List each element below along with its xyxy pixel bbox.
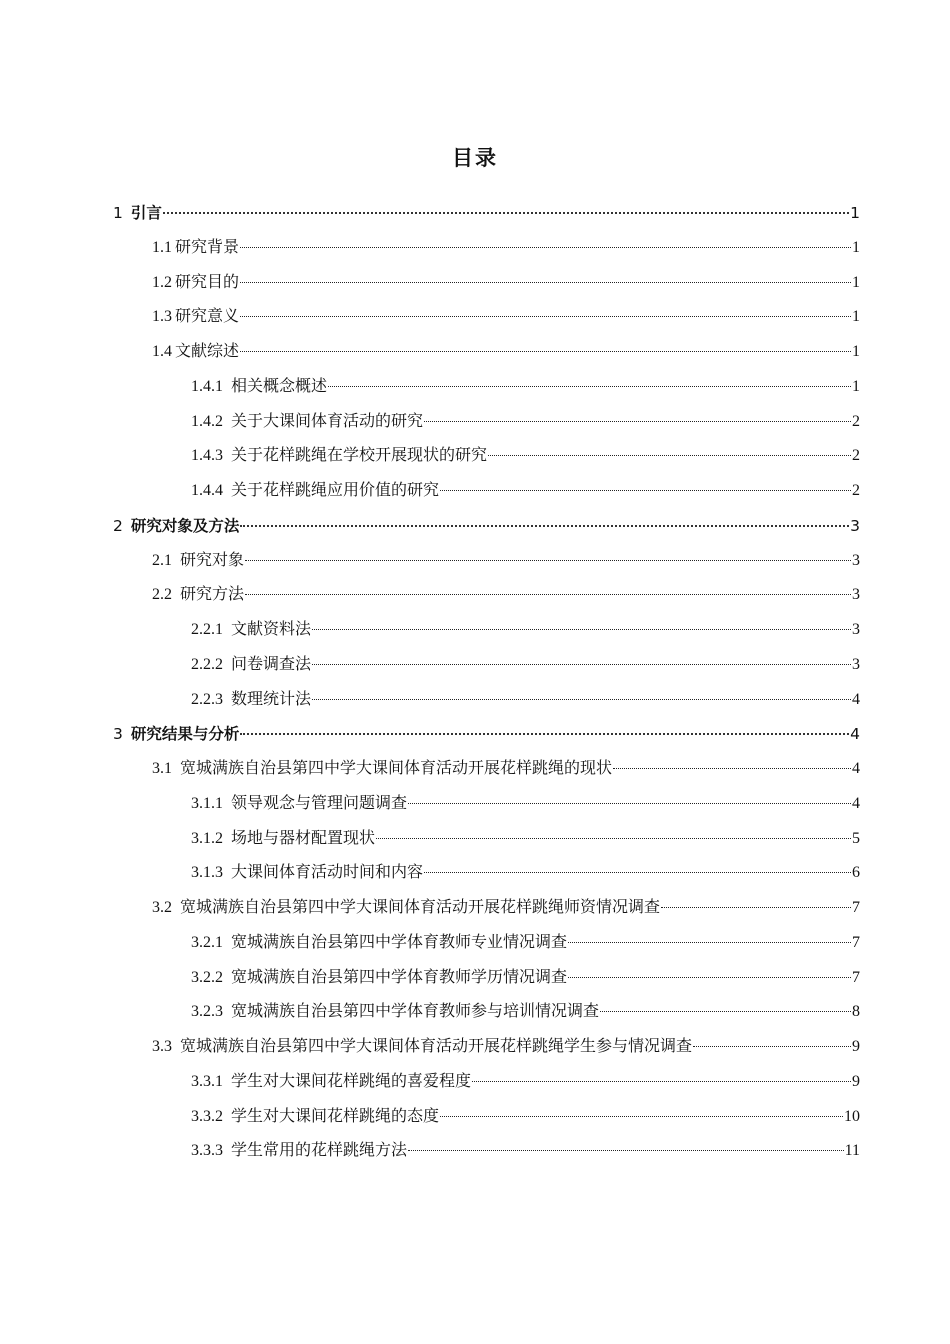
toc-entry-label: 宽城满族自治县第四中学体育教师学历情况调查 xyxy=(231,968,568,986)
toc-dot-leader xyxy=(240,351,851,352)
toc-entry-page-number: 3 xyxy=(852,586,860,604)
toc-entry-label: 研究结果与分析 xyxy=(130,725,240,744)
toc-dot-leader xyxy=(312,664,851,665)
toc-dot-leader xyxy=(440,1116,843,1117)
toc-entry-page-number: 1 xyxy=(850,204,860,222)
toc-entry-page-number: 6 xyxy=(852,864,860,882)
toc-entry[interactable] xyxy=(191,926,860,960)
toc-entry-page-number: 2 xyxy=(852,447,860,465)
toc-dot-leader xyxy=(245,594,851,595)
toc-entry-label: 领导观念与管理问题调查 xyxy=(231,794,408,812)
toc-entry-page-number: 4 xyxy=(852,794,860,812)
toc-entry-page-number: 3 xyxy=(852,621,860,638)
toc-dot-leader xyxy=(376,838,851,839)
toc-entry[interactable] xyxy=(191,1100,860,1134)
toc-entry-number: 1 xyxy=(113,204,123,222)
toc-entry-label: 宽城满族自治县第四中学大课间体育活动开展花样跳绳师资情况调查 xyxy=(180,899,661,916)
toc-entry[interactable] xyxy=(152,266,860,300)
toc-entry-number: 2.2.3 xyxy=(191,690,223,708)
toc-dot-leader xyxy=(240,733,849,735)
toc-entry-label: 宽城满族自治县第四中学大课间体育活动开展花样跳绳学生参与情况调查 xyxy=(180,1038,693,1055)
toc-entry-number: 2 xyxy=(113,516,123,535)
toc-entry-page-number: 9 xyxy=(852,1072,860,1090)
toc-entry-label: 引言 xyxy=(130,204,162,222)
toc-entry-number: 2.2 xyxy=(152,586,172,604)
toc-entry-number: 2.2.2 xyxy=(191,655,223,673)
toc-entry-label: 场地与器材配置现状 xyxy=(231,829,376,847)
toc-entry-label: 研究方法 xyxy=(180,586,245,604)
toc-entry-label: 学生常用的花样跳绳方法 xyxy=(231,1142,408,1160)
toc-dot-leader xyxy=(424,872,851,873)
toc-entry[interactable] xyxy=(191,822,860,856)
toc-entry-number: 3.3.2 xyxy=(191,1107,223,1125)
toc-dot-leader xyxy=(472,1081,851,1082)
toc-entry-label: 问卷调查法 xyxy=(231,655,312,673)
toc-entry-label: 大课间体育活动时间和内容 xyxy=(231,864,424,882)
toc-entry-page-number: 1 xyxy=(852,273,860,291)
toc-entry[interactable] xyxy=(191,961,860,995)
toc-entry-label: 研究目的 xyxy=(175,273,240,291)
toc-entry-label: 文献综述 xyxy=(175,343,240,360)
toc-entry[interactable] xyxy=(191,648,860,682)
toc-entry-number: 1.4 xyxy=(152,343,172,360)
toc-entry-page-number: 7 xyxy=(852,968,860,986)
toc-entry-label: 关于花样跳绳应用价值的研究 xyxy=(231,482,440,499)
page-title: 目录 xyxy=(452,146,498,170)
toc-entry-page-number: 1 xyxy=(852,238,860,256)
toc-entry[interactable] xyxy=(191,787,860,821)
toc-entry[interactable] xyxy=(113,717,860,751)
toc-entry-number: 3.1.2 xyxy=(191,829,223,847)
toc-entry[interactable] xyxy=(191,995,860,1029)
toc-entry-page-number: 4 xyxy=(852,690,860,708)
toc-dot-leader xyxy=(240,282,851,283)
toc-entry-label: 相关概念概述 xyxy=(231,377,328,395)
toc-entry[interactable] xyxy=(152,231,860,265)
toc-entry-number: 3.2.3 xyxy=(191,1003,223,1021)
toc-dot-leader xyxy=(693,1046,851,1047)
toc-entry[interactable] xyxy=(113,196,860,230)
toc-entry-number: 1.4.2 xyxy=(191,412,223,430)
toc-entry-number: 1.4.4 xyxy=(191,482,223,499)
toc-entry[interactable] xyxy=(152,752,860,786)
toc-entry-number: 2.2.1 xyxy=(191,621,223,638)
toc-entry[interactable] xyxy=(191,405,860,439)
toc-entry-number: 3.3.1 xyxy=(191,1072,223,1090)
toc-entry-label: 关于大课间体育活动的研究 xyxy=(231,412,424,430)
toc-dot-leader xyxy=(245,560,851,561)
toc-entry[interactable] xyxy=(152,300,860,334)
toc-entry[interactable] xyxy=(113,509,860,543)
toc-entry-page-number: 1 xyxy=(852,308,860,326)
toc-dot-leader xyxy=(408,803,851,804)
toc-entry-page-number: 3 xyxy=(852,551,860,569)
toc-entry-page-number: 1 xyxy=(852,343,860,360)
toc-entry-page-number: 5 xyxy=(852,829,860,847)
toc-entry[interactable] xyxy=(152,891,860,925)
toc-entry-number: 1.2 xyxy=(152,273,172,291)
toc-entry[interactable] xyxy=(191,1134,860,1168)
toc-dot-leader xyxy=(163,212,849,214)
toc-entry-page-number: 7 xyxy=(852,933,860,951)
toc-entry-page-number: 3 xyxy=(852,655,860,673)
toc-entry-page-number: 4 xyxy=(850,725,860,744)
toc-dot-leader xyxy=(488,455,851,456)
toc-entry-number: 1.3 xyxy=(152,308,172,326)
toc-entry-page-number: 7 xyxy=(852,899,860,916)
toc-entry[interactable] xyxy=(191,856,860,890)
toc-entry-page-number: 9 xyxy=(852,1038,860,1055)
toc-entry-number: 3.3.3 xyxy=(191,1142,223,1160)
toc-entry-label: 宽城满族自治县第四中学大课间体育活动开展花样跳绳的现状 xyxy=(180,760,613,777)
toc-entry-number: 3.1.3 xyxy=(191,864,223,882)
toc-dot-leader xyxy=(613,768,851,769)
toc-entry-label: 研究对象 xyxy=(180,551,245,569)
toc-entry-number: 3.1 xyxy=(152,760,172,777)
toc-entry-label: 关于花样跳绳在学校开展现状的研究 xyxy=(231,447,488,465)
toc-entry[interactable] xyxy=(191,683,860,717)
toc-entry[interactable] xyxy=(191,439,860,473)
toc-entry-label: 文献资料法 xyxy=(231,621,312,638)
toc-entry-label: 研究意义 xyxy=(175,308,240,326)
toc-entry-number: 1.4.1 xyxy=(191,377,223,395)
toc-entry-number: 3.2 xyxy=(152,899,172,916)
toc-entry-label: 宽城满族自治县第四中学体育教师参与培训情况调查 xyxy=(231,1003,600,1021)
toc-entry[interactable] xyxy=(152,335,860,369)
toc-entry-number: 1.4.3 xyxy=(191,447,223,465)
toc-entry-number: 2.1 xyxy=(152,551,172,569)
toc-entry-number: 1.1 xyxy=(152,238,172,256)
toc-dot-leader xyxy=(600,1011,851,1012)
toc-entry[interactable] xyxy=(152,1030,860,1064)
toc-entry-number: 3.2.1 xyxy=(191,933,223,951)
toc-entry[interactable] xyxy=(191,474,860,508)
toc-entry[interactable] xyxy=(191,1065,860,1099)
toc-entry-label: 学生对大课间花样跳绳的喜爱程度 xyxy=(231,1072,472,1090)
toc-dot-leader xyxy=(408,1150,844,1151)
toc-entry-page-number: 2 xyxy=(852,482,860,499)
toc-entry-page-number: 8 xyxy=(852,1003,860,1021)
toc-dot-leader xyxy=(312,699,851,700)
toc-entry-number: 3.1.1 xyxy=(191,794,223,812)
toc-entry-label: 研究对象及方法 xyxy=(130,516,240,535)
toc-entry-page-number: 4 xyxy=(852,760,860,777)
toc-entry-page-number: 10 xyxy=(844,1107,860,1125)
toc-entry-page-number: 2 xyxy=(852,412,860,430)
toc-dot-leader xyxy=(240,247,851,248)
toc-entry-number: 3.2.2 xyxy=(191,968,223,986)
toc-entry-number: 3.3 xyxy=(152,1038,172,1055)
toc-dot-leader xyxy=(240,525,849,527)
toc-entry-label: 研究背景 xyxy=(175,238,240,256)
toc-entry-label: 数理统计法 xyxy=(231,690,312,708)
toc-dot-leader xyxy=(440,490,851,491)
toc-entry-page-number: 3 xyxy=(850,516,860,535)
toc-entry[interactable] xyxy=(152,578,860,612)
toc-dot-leader xyxy=(312,629,851,630)
toc-entry-label: 宽城满族自治县第四中学体育教师专业情况调查 xyxy=(231,933,568,951)
toc-entry-number: 3 xyxy=(113,725,123,744)
toc-entry-page-number: 1 xyxy=(852,377,860,395)
toc-entry[interactable] xyxy=(191,613,860,647)
toc-entry[interactable] xyxy=(191,370,860,404)
toc-entry-page-number: 11 xyxy=(844,1142,860,1160)
toc-entry[interactable] xyxy=(152,544,860,578)
toc-dot-leader xyxy=(568,977,851,978)
toc-dot-leader xyxy=(328,386,851,387)
toc-dot-leader xyxy=(568,942,851,943)
toc-dot-leader xyxy=(424,421,851,422)
toc-dot-leader xyxy=(240,316,851,317)
toc-entry-label: 学生对大课间花样跳绳的态度 xyxy=(231,1107,440,1125)
toc-dot-leader xyxy=(661,907,851,908)
